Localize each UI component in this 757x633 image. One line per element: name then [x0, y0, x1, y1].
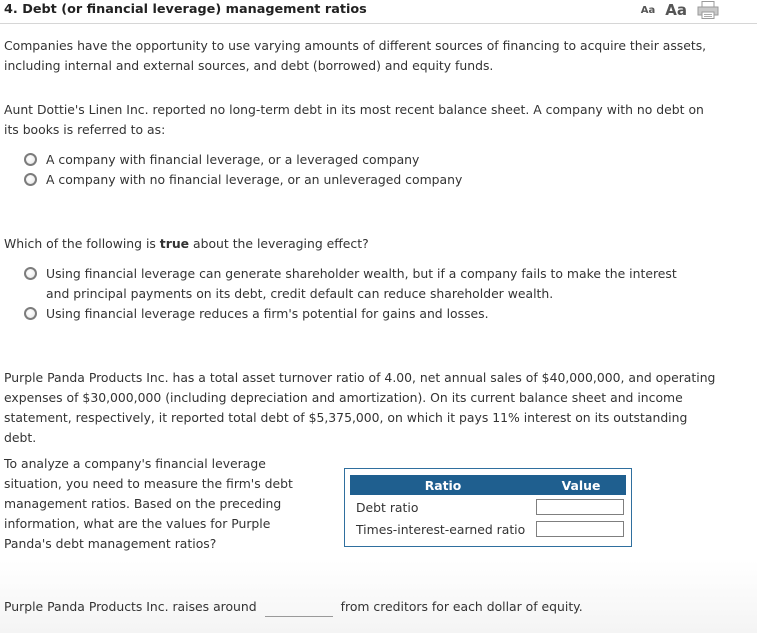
prompt-text: about the leveraging effect?: [189, 236, 369, 251]
question-2-options: [24, 264, 696, 324]
question-3-prompt: To analyze a company's financial leverage situation, you need to measure the firm's debt management ratios. Based on the preceding information, what are the values for Purple Panda's debt management ratios?: [4, 456, 293, 551]
header-divider: [0, 23, 757, 24]
option-label: A company with financial leverage, or a leveraged company: [46, 152, 420, 167]
case-section: [4, 368, 719, 448]
font-size-controls: [641, 2, 687, 18]
question-4-text-before: Purple Panda Products Inc. raises around: [4, 599, 257, 614]
question-4: [4, 597, 724, 617]
radio-button-icon[interactable]: [24, 307, 37, 320]
column-header-ratio: Ratio: [424, 477, 462, 493]
case-text: Purple Panda Products Inc. has a total asset turnover ratio of 4.00, net annual sales of $40,000,000, and operating expenses of $30,000,000 (including depreciation and amortization). On its current balance sheet and income statement, respectively, it reported total debt of $5,375,000, on which it pays 11% interest on its outstanding debt.: [4, 370, 716, 445]
debt-ratio-input[interactable]: [536, 499, 624, 515]
radio-button-icon[interactable]: [24, 153, 37, 166]
option-label: Using financial leverage can generate shareholder wealth, but if a company fails to make the interest and principal payments on its debt, credit default can reduce shareholder wealth.: [46, 266, 677, 301]
intro-text: Companies have the opportunity to use varying amounts of different sources of financing to acquire their assets, including internal and external sources, and debt (borrowed) and equity funds.: [4, 38, 707, 73]
option-label: A company with no financial leverage, or an unleveraged company: [46, 172, 463, 187]
question-1-option-2[interactable]: [24, 170, 714, 190]
row-label: Debt ratio: [356, 499, 419, 515]
question-title: 4. Debt (or financial leverage) management ratios: [4, 2, 367, 17]
radio-button-icon[interactable]: [24, 267, 37, 280]
printer-icon[interactable]: [697, 1, 719, 19]
prompt-text: Which of the following is: [4, 236, 160, 251]
option-label: Using financial leverage reduces a firm's potential for gains and losses.: [46, 306, 489, 321]
question-2-option-2[interactable]: [24, 304, 696, 324]
prompt-emphasis: true: [159, 236, 190, 251]
question-1: [4, 100, 716, 140]
question-2-prompt: [4, 234, 716, 254]
column-header-value: Value: [561, 477, 601, 493]
equity-multiplier-input[interactable]: [265, 598, 333, 617]
times-interest-earned-input[interactable]: [536, 521, 624, 537]
question-1-option-1[interactable]: [24, 150, 714, 170]
font-size-increase-button[interactable]: Aa: [665, 1, 687, 19]
ratio-table-header: [350, 475, 626, 495]
radio-button-icon[interactable]: [24, 173, 37, 186]
question-2: [4, 234, 716, 254]
question-1-prompt: Aunt Dottie's Linen Inc. reported no long-term debt in its most recent balance sheet. A company with no debt on its books is referred to as:: [4, 102, 704, 137]
ratio-table: [344, 468, 632, 547]
intro-section: [4, 36, 714, 76]
row-label: Times-interest-earned ratio: [356, 521, 526, 537]
question-1-options: [24, 150, 714, 190]
font-size-decrease-button[interactable]: Aa: [640, 5, 656, 16]
question-4-text-after: from creditors for each dollar of equity.: [340, 599, 583, 614]
question-3: [4, 454, 294, 554]
question-2-option-1[interactable]: [24, 264, 696, 304]
table-row-debt-ratio: [350, 496, 626, 518]
table-row-times-interest-earned: [350, 518, 626, 540]
